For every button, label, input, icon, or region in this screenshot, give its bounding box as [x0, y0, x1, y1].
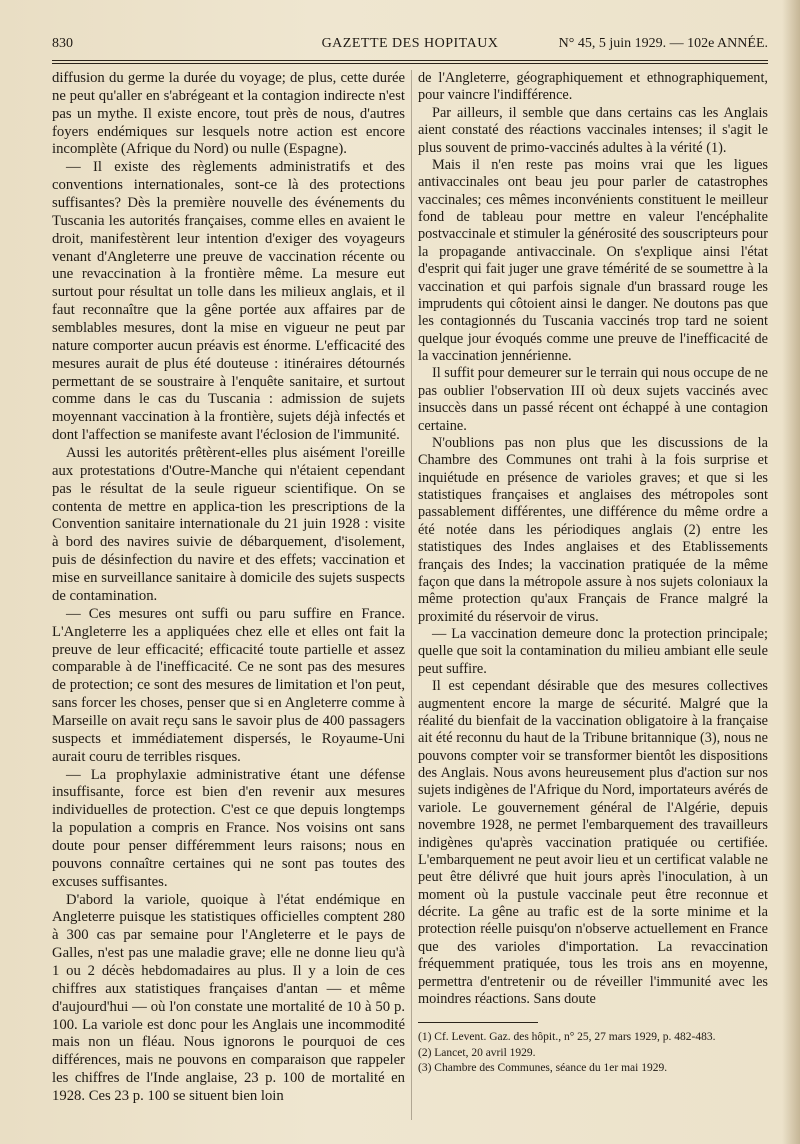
page-header — [52, 36, 768, 60]
header-rule-top — [52, 60, 768, 61]
paragraph: — Ces mesures ont suffi ou paru suffire en France. L'Angleterre les a appliquées chez elle et elles ont fait la preuve de leur efficacité; efficacité toute partielle et assez comparable à de l'inefficacité. Ce ne sont pas des mesures de protection; ce sont des mesures de limitation et l'on peut, sans forcer les choses, penser que si en Angleterre comme à Marseille on avait reçu sans le savoir plus de 400 passagers suspects et immédiatement dispersés, le Royaume-Uni aurait couru de terribles risques. — [52, 605, 405, 765]
paragraph: Il suffit pour demeurer sur le terrain qui nous occupe de ne pas oublier l'observation III où deux sujets vaccinés avec insuccès dans un passé récent ont échappé à une contagion certaine. — [418, 365, 768, 434]
left-column — [52, 70, 405, 1106]
footnote-rule — [418, 1022, 538, 1023]
header-rule-bottom — [52, 63, 768, 64]
right-column — [418, 70, 768, 1008]
page-number: 830 — [52, 36, 73, 51]
paragraph: Aussi les autorités prêtèrent-elles plus aisément l'oreille aux protestations d'Outre-Manche qui n'étaient cependant pas le résultat de la seule rigueur scientifique. On se contenta de mettre en applica-tion les prescriptions de la Convention sanitaire internationale du 21 juin 1928 : visite à bord des navires suivie de débarquement, d'isolement, puis de désinfection du navire et des effets; vaccination et mise en surveillance sanitaire à domicile des sujets suspects de contamination. — [52, 445, 405, 604]
publication-title: GAZETTE DES HOPITAUX — [321, 36, 499, 51]
paragraph: Mais il n'en reste pas moins vrai que les ligues antivaccinales ont beau jeu pour parler de catastrophes vaccinales; ces mêmes inconvénients constituent le meilleur fond de tableau pour mettre en valeur l'encéphalite postvaccinale et stimuler la générosité des souscripteurs pour la propagande antivaccinale. On s'explique ainsi l'état d'esprit qui fait juger une grave témérité de se soumettre à la vaccination et qui parfois signale d'un brassard rouge les imprudents qui côtoient ainsi le danger. Ne doutons pas que les contagionnés du Tuscania vaccinés trop tard ne soient quelque jour évoqués comme une preuve de l'inefficacité de la vaccination jennérienne. — [418, 156, 768, 364]
paragraph: Par ailleurs, il semble que dans certains cas les Anglais aient constaté des réactions vaccinales intenses; il s'agit le plus souvent de primo-vaccinés adultes à la vérité (1). — [418, 104, 768, 156]
paragraph: diffusion du germe la durée du voyage; de plus, cette durée ne peut qu'aller en s'abrégeant et la contagion indirecte n'est pas un mythe. Il existe encore, tout près de nous, d'autres foyers endémiques sur lesquels notre action est encore incomplète (Afrique du Nord) ou nulle (Espagne). — [52, 70, 405, 158]
paragraph: — La prophylaxie administrative étant une défense insuffisante, force est bien d'en revenir aux mesures individuelles de protection. C'est ce que depuis longtemps la population a compris en France. Nos voisins ont sans doute pour penser différemment leurs raisons; nous en pouvons connaître certaines qui ne sont pas toutes des excuses suffisantes. — [52, 766, 405, 890]
paragraph: D'abord la variole, quoique à l'état endémique en Angleterre puisque les statistiques officielles comptent 280 à 300 cas par semaine pour l'Angleterre et le pays de Galles, n'est pas une maladie grave; elle ne donne lieu qu'à 1 ou 2 décès hebdomadaires au plus. Il y a loin de ces chiffres aux statistiques françaises d'antan — et même d'aujourd'hui — où l'on constate une mortalité de 10 à 50 p. 100. La variole est donc pour les Anglais une incommodité mais non un fléau. Nous ignorons le pourquoi de ces différences, mais ne pouvons en comparaison que rappeler les chiffres de l'Inde anglaise, 23 p. 100 de mortalité en 1928. Ces 23 p. 100 se situent bien loin — [52, 891, 405, 1104]
footnote: (1) Cf. Levent. Gaz. des hôpit., n° 25, 27 mars 1929, p. 482-483. — [418, 1031, 716, 1043]
footnote: (2) Lancet, 20 avril 1929. — [418, 1046, 536, 1059]
issue-date: N° 45, 5 juin 1929. — 102e ANNÉE. — [558, 36, 768, 51]
footnotes — [418, 1030, 768, 1077]
paragraph: Il est cependant désirable que des mesures collectives augmentent encore la marge de sécurité. Malgré que la réalité du bienfait de la vaccination obligatoire à la française ait été reconnu du haut de la Tribune britannique (3), nous ne pouvons compter voir se transformer bientôt les dispositions des Anglais. Nous avons heureusement plus d'action sur nos sujets indigènes de l'Afrique du Nord, importateurs avérés de variole. Le gouvernement général de l'Algérie, depuis novembre 1928, ne permet l'embarquement des travailleurs indigènes qu'après vaccination pratiquée ou certifiée. L'embarquement ne peut avoir lieu et un certificat valable ne peut être délivré que huit jours après l'inoculation, à un moment où la pustule vaccinale peut être reconnue et décrite. La gêne au trafic est de la sorte minime et la protection réelle puisqu'on n'observe actuellement en France que des varioles d'importation. La revaccination fréquemment pratiquée, tous les trois ans en moyenne, permettra d'entretenir ou de réveiller l'immunité avec les moindres réactions. Sans doute — [418, 678, 768, 1007]
paragraph: — La vaccination demeure donc la protection principale; quelle que soit la contamination du milieu ambiant elle seule peut suffire. — [418, 626, 768, 677]
footnote: (3) Chambre des Communes, séance du 1er mai 1929. — [418, 1062, 668, 1074]
column-divider — [411, 70, 412, 1120]
paragraph: N'oublions pas non plus que les discussions de la Chambre des Communes ont trahi à la fois surprise et inquiétude en présence de varioles graves; et que si les statistiques françaises et anglaises des métropoles sont passablement différentes, une différence du même ordre a été notée dans les périodiques anglais (2) entre les statistiques des Indes anglaises et des Etablissements français des Indes; la vaccination pratiquée de la même façon que dans la métropole assure à nos sujets coloniaux la même protection qu'aux Français de France malgré la proximité du réservoir de virus. — [418, 434, 768, 625]
paragraph: de l'Angleterre, géographiquement et ethnographiquement, pour vaincre l'indifférence. — [418, 70, 768, 104]
paragraph: — Il existe des règlements administratifs et des conventions internationales, sont-ce là des protections suffisantes? Dès la première nouvelle des événements du Tuscania les autorités françaises, comme elles en avaient le droit, manifestèrent leur intention d'exiger des voyageurs venant d'Angleterre une preuve de vaccination récente ou une revaccination à la frontière même. La mesure eut surtout pour résultat un tolle dans les milieux anglais, et il faut reconnaître que la gêne portée aux affaires par de semblables mesures, dont la mise en vigueur ne peut par nature comporter aucun préavis est énorme. L'efficacité des mesures aurait de plus été douteuse : itinéraires détournés permettant de se soustraire à l'enquête sanitaire, et surtout comme dans le cas du Tuscania : admission de sujets moyennant vaccination à la frontière, sujets déjà infectés et dont l'affection se manifeste avant l'éclosion de l'immunité. — [52, 159, 405, 444]
page-edge-shadow — [782, 0, 800, 1144]
